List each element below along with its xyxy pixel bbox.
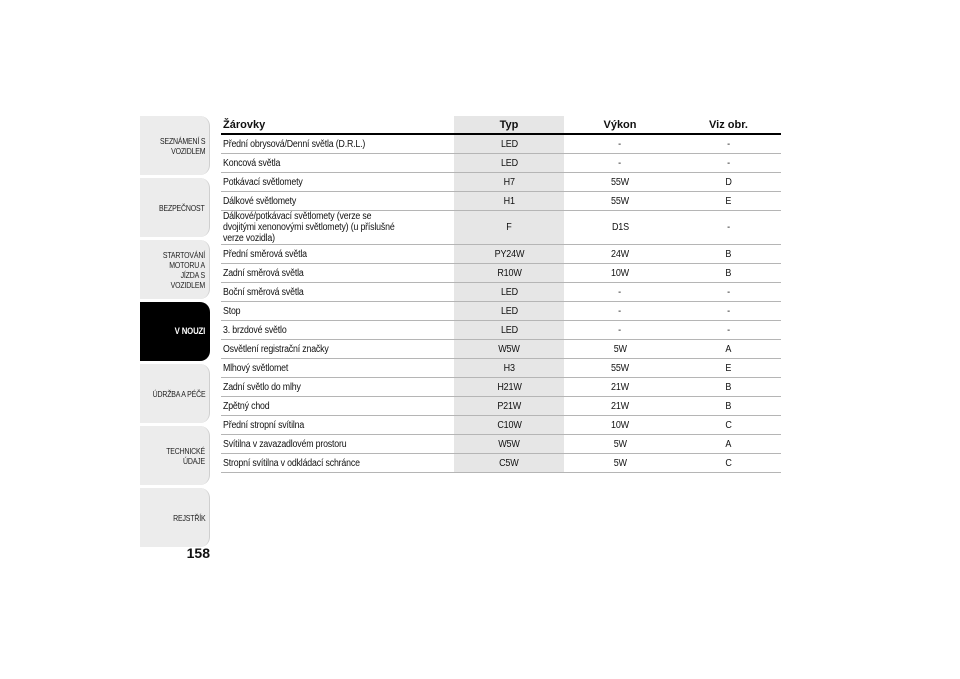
bulb-power-cell — [564, 416, 676, 435]
tab-udrzba[interactable] — [140, 364, 210, 423]
bulb-name-cell — [221, 454, 454, 473]
bulb-name-cell — [221, 378, 454, 397]
table-row — [221, 397, 781, 416]
table-row — [221, 192, 781, 211]
cell-text: P21W — [497, 400, 521, 412]
cell-text: Stropní svítilna v odkládací schránce — [223, 457, 360, 469]
cell-text: Koncová světla — [223, 157, 281, 169]
bulb-type-cell — [454, 321, 564, 340]
cell-text: B — [725, 400, 732, 412]
cell-text: LED — [500, 305, 518, 317]
table-row — [221, 321, 781, 340]
tab-label: REJSTŘÍK — [172, 512, 205, 523]
table-row — [221, 134, 781, 154]
bulb-name-cell — [221, 302, 454, 321]
cell-text: Zadní směrová světla — [223, 267, 304, 279]
cell-text: 3. brzdové světlo — [223, 324, 287, 336]
bulb-type-cell — [454, 154, 564, 173]
bulb-figure-cell — [676, 245, 781, 264]
tab-startovani[interactable] — [140, 240, 210, 299]
cell-text: A — [725, 438, 732, 450]
bulb-power-cell — [564, 283, 676, 302]
bulb-type-cell — [454, 435, 564, 454]
table-row — [221, 378, 781, 397]
cell-text: 55W — [611, 176, 629, 188]
cell-text: - — [727, 157, 730, 169]
bulb-table-container — [221, 116, 781, 473]
header-see-fig: Viz obr. — [676, 116, 781, 134]
cell-text: 5W — [613, 438, 627, 450]
cell-text: - — [727, 222, 730, 233]
bulb-figure-cell — [676, 397, 781, 416]
tab-rejstrik[interactable] — [140, 488, 210, 547]
header-type: Typ — [454, 116, 564, 134]
table-row — [221, 416, 781, 435]
bulb-type-cell — [454, 302, 564, 321]
bulb-type-cell — [454, 416, 564, 435]
bulb-figure-cell — [676, 192, 781, 211]
cell-text: 5W — [613, 457, 627, 469]
cell-text: C5W — [499, 457, 519, 469]
bulb-figure-cell — [676, 321, 781, 340]
bulb-type-cell — [454, 192, 564, 211]
tab-bezpecnost[interactable] — [140, 178, 210, 237]
table-row — [221, 454, 781, 473]
cell-text: Osvětlení registrační značky — [223, 343, 329, 355]
bulb-name-cell — [221, 359, 454, 378]
table-body — [221, 134, 781, 473]
bulb-name-cell — [221, 321, 454, 340]
bulb-figure-cell — [676, 435, 781, 454]
bulb-power-cell — [564, 264, 676, 283]
bulb-type-cell — [454, 134, 564, 154]
bulb-type-cell — [454, 173, 564, 192]
bulb-name-cell — [221, 211, 454, 245]
cell-text: A — [725, 343, 732, 355]
bulb-type-cell — [454, 454, 564, 473]
bulb-type-cell — [454, 211, 564, 245]
bulb-figure-cell — [676, 359, 781, 378]
bulb-figure-cell — [676, 283, 781, 302]
cell-text: E — [725, 195, 732, 207]
bulb-name-cell — [221, 283, 454, 302]
table-header-row — [221, 116, 781, 134]
bulb-power-cell — [564, 245, 676, 264]
tab-seznameni[interactable] — [140, 116, 210, 175]
bulb-name-cell — [221, 173, 454, 192]
bulb-figure-cell — [676, 173, 781, 192]
cell-text: LED — [500, 138, 518, 150]
bulb-name-cell — [221, 245, 454, 264]
cell-text: Dálkové/potkávací světlomety (verze se dvojitými xenonovými světlomety) (u příslušné verze vozidla) — [223, 211, 395, 244]
cell-text: Zadní světlo do mlhy — [223, 381, 301, 393]
table-row — [221, 173, 781, 192]
cell-text: LED — [500, 324, 518, 336]
cell-text: PY24W — [494, 248, 524, 260]
bulb-power-cell — [564, 321, 676, 340]
bulb-power-cell — [564, 340, 676, 359]
page-number: 158 — [186, 545, 210, 561]
bulb-type-cell — [454, 397, 564, 416]
tab-label: STARTOVÁNÍ MOTORU A JÍZDA S VOZIDLEM — [162, 249, 205, 290]
cell-text: 21W — [611, 400, 629, 412]
tab-label: TECHNICKÉ ÚDAJE — [166, 445, 205, 466]
cell-text: - — [618, 305, 622, 317]
bulb-figure-cell — [676, 154, 781, 173]
cell-text: B — [725, 248, 732, 260]
cell-text: C — [725, 457, 732, 469]
cell-text: H21W — [496, 381, 522, 393]
cell-text: 55W — [611, 362, 629, 374]
cell-text: 55W — [611, 195, 629, 207]
cell-text: W5W — [498, 438, 520, 450]
cell-text: Svítilna v zavazadlovém prostoru — [223, 438, 347, 450]
table-row — [221, 211, 781, 245]
bulb-figure-cell — [676, 211, 781, 245]
bulb-power-cell — [564, 378, 676, 397]
cell-text: H3 — [503, 362, 515, 374]
bulb-power-cell — [564, 173, 676, 192]
cell-text: Zpětný chod — [223, 400, 270, 412]
bulb-power-cell — [564, 192, 676, 211]
cell-text: Dálkové světlomety — [223, 195, 297, 207]
header-bulbs: Žárovky — [221, 116, 454, 134]
cell-text: F — [506, 222, 512, 233]
bulb-figure-cell — [676, 264, 781, 283]
cell-text: LED — [500, 157, 518, 169]
cell-text: Přední stropní svítilna — [223, 419, 305, 431]
cell-text: - — [727, 305, 730, 317]
cell-text: Přední směrová světla — [223, 248, 307, 260]
cell-text: C10W — [496, 419, 522, 431]
cell-text: H7 — [503, 176, 515, 188]
cell-text: D1S — [611, 222, 629, 233]
tab-v-nouzi[interactable] — [140, 302, 210, 361]
bulb-power-cell — [564, 359, 676, 378]
bulb-power-cell — [564, 435, 676, 454]
bulb-type-cell — [454, 378, 564, 397]
cell-text: B — [725, 267, 732, 279]
cell-text: 10W — [611, 419, 629, 431]
bulb-table — [221, 116, 781, 473]
cell-text: 21W — [611, 381, 629, 393]
bulb-power-cell — [564, 154, 676, 173]
cell-text: - — [727, 138, 730, 150]
bulb-name-cell — [221, 397, 454, 416]
cell-text: - — [618, 138, 622, 150]
chapter-tabs — [140, 116, 210, 550]
tab-label: SEZNÁMENÍ S VOZIDLEM — [159, 135, 205, 156]
bulb-name-cell — [221, 435, 454, 454]
bulb-type-cell — [454, 283, 564, 302]
cell-text: LED — [500, 286, 518, 298]
cell-text: D — [725, 176, 732, 188]
bulb-figure-cell — [676, 416, 781, 435]
cell-text: E — [725, 362, 732, 374]
cell-text: W5W — [498, 343, 520, 355]
cell-text: H1 — [503, 195, 515, 207]
cell-text: Mlhový světlomet — [223, 362, 289, 374]
bulb-figure-cell — [676, 454, 781, 473]
cell-text: Stop — [223, 305, 241, 317]
bulb-power-cell — [564, 454, 676, 473]
table-row — [221, 154, 781, 173]
tab-label: ÚDRŽBA A PÉČE — [152, 388, 205, 399]
table-row — [221, 340, 781, 359]
bulb-type-cell — [454, 340, 564, 359]
table-row — [221, 264, 781, 283]
bulb-power-cell — [564, 302, 676, 321]
cell-text: 24W — [611, 248, 629, 260]
cell-text: - — [618, 286, 622, 298]
cell-text: - — [618, 324, 622, 336]
bulb-type-cell — [454, 359, 564, 378]
bulb-power-cell — [564, 211, 676, 245]
cell-text: - — [618, 157, 622, 169]
bulb-figure-cell — [676, 378, 781, 397]
bulb-figure-cell — [676, 302, 781, 321]
table-row — [221, 245, 781, 264]
cell-text: B — [725, 381, 732, 393]
cell-text: 10W — [611, 267, 629, 279]
cell-text: Přední obrysová/Denní světla (D.R.L.) — [223, 138, 366, 150]
tab-technicke-udaje[interactable] — [140, 426, 210, 485]
tab-label: BEZPEČNOST — [159, 202, 205, 213]
tab-label: V NOUZI — [174, 325, 205, 337]
cell-text: R10W — [496, 267, 522, 279]
bulb-figure-cell — [676, 340, 781, 359]
bulb-name-cell — [221, 340, 454, 359]
bulb-type-cell — [454, 245, 564, 264]
bulb-name-cell — [221, 192, 454, 211]
header-power: Výkon — [564, 116, 676, 134]
bulb-name-cell — [221, 264, 454, 283]
table-row — [221, 435, 781, 454]
bulb-power-cell — [564, 397, 676, 416]
cell-text: Boční směrová světla — [223, 286, 304, 298]
bulb-name-cell — [221, 154, 454, 173]
bulb-power-cell — [564, 134, 676, 154]
cell-text: - — [727, 324, 730, 336]
cell-text: 5W — [613, 343, 627, 355]
table-row — [221, 302, 781, 321]
cell-text: C — [725, 419, 732, 431]
cell-text: - — [727, 286, 730, 298]
bulb-name-cell — [221, 416, 454, 435]
table-row — [221, 283, 781, 302]
bulb-type-cell — [454, 264, 564, 283]
bulb-figure-cell — [676, 134, 781, 154]
table-row — [221, 359, 781, 378]
cell-text: Potkávací světlomety — [223, 176, 303, 188]
bulb-name-cell — [221, 134, 454, 154]
